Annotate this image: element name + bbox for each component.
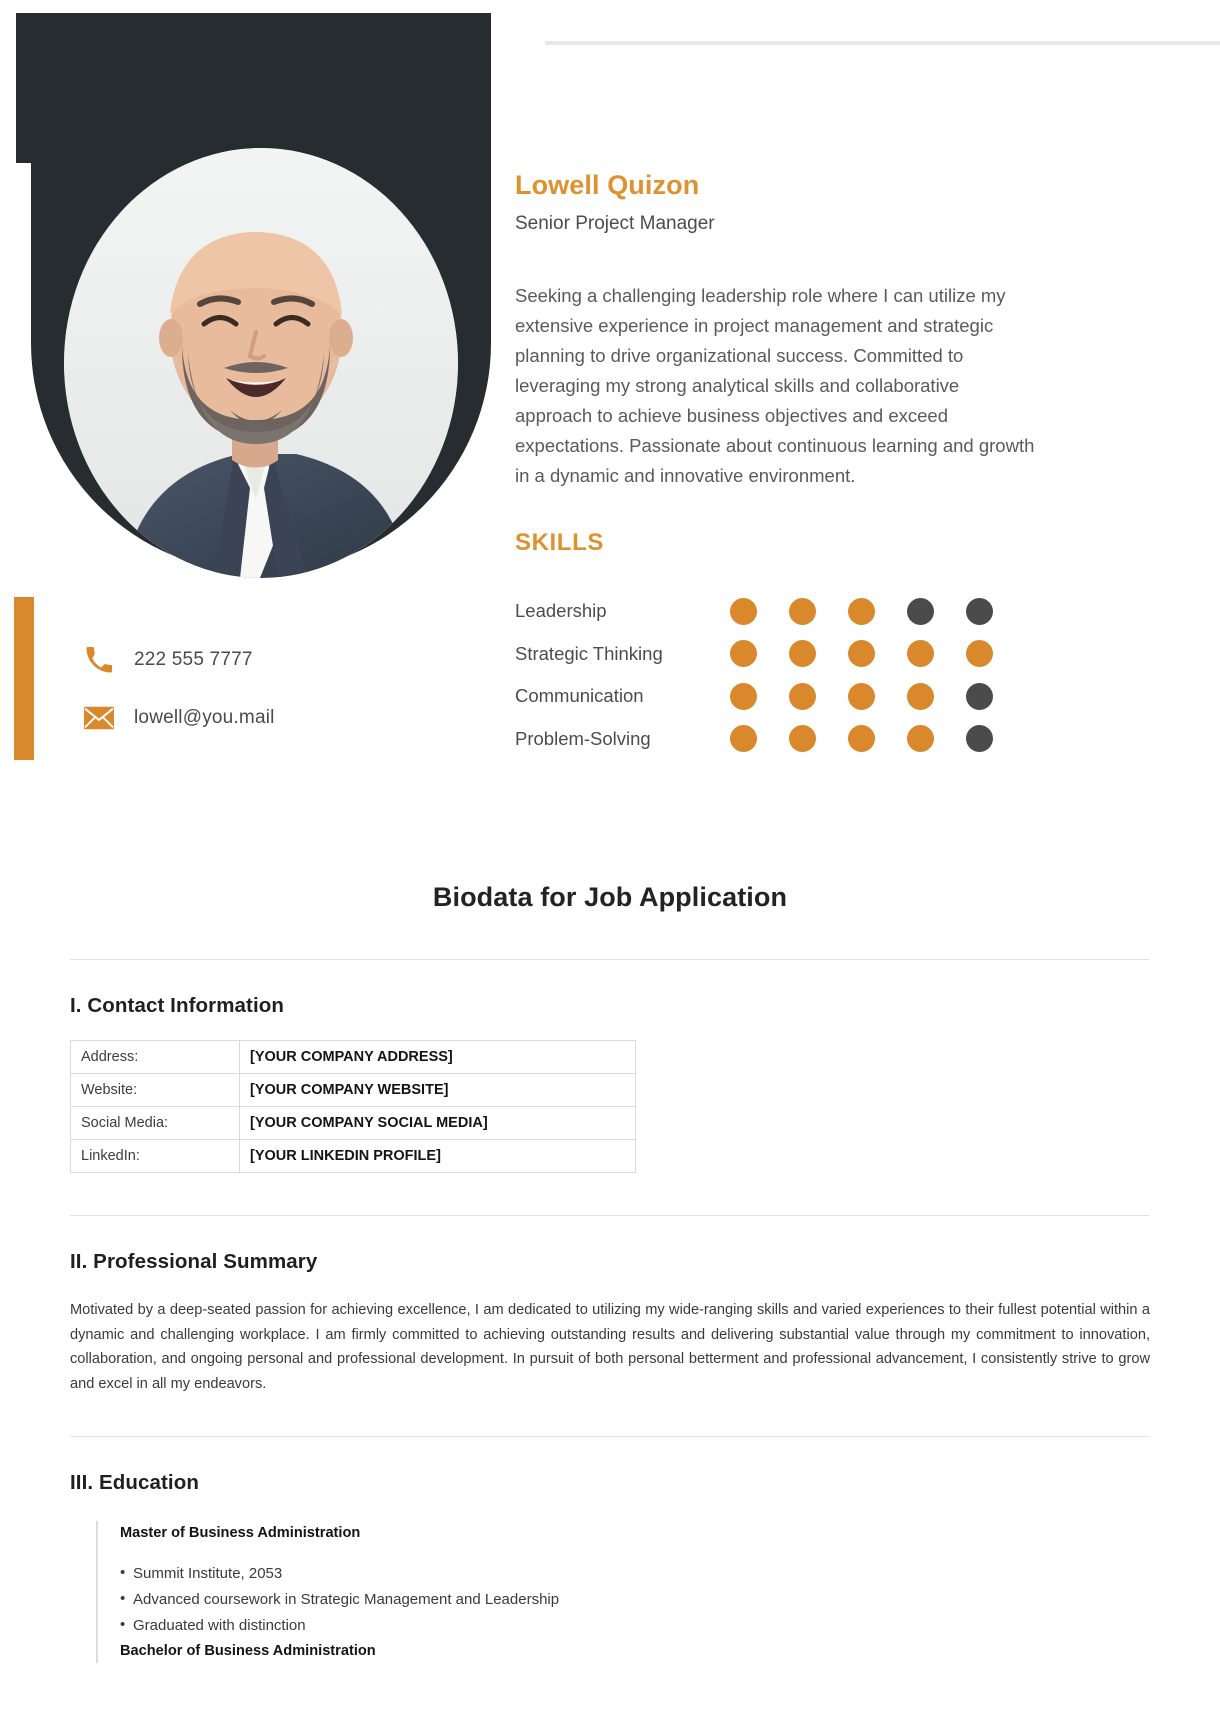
contact-information-table <box>70 1040 636 1173</box>
candidate-name: Lowell Quizon <box>515 170 700 200</box>
rating-dot-filled <box>789 598 816 625</box>
section-heading-education: III. Education <box>70 1471 199 1494</box>
rating-dot-filled <box>848 725 875 752</box>
rating-dot-filled <box>730 725 757 752</box>
contact-row-email <box>82 694 462 742</box>
rating-dot-empty <box>966 598 993 625</box>
rating-dot-filled <box>966 640 993 667</box>
professional-summary-text: Motivated by a deep-seated passion for achieving excellence, I am dedicated to utilizing my wide-ranging skills and varied experiences to their fullest potential within a dynamic and challenging workplace. I am firmly committed to achieving outstanding results and delivering substantial value through my commitment to innovation, collaboration, and ongoing personal and professional development. In pursuit of both personal betterment and professional advancement, I consistently strive to grow and excel in all my endeavors. <box>70 1302 1150 1392</box>
skills-rating-grid <box>515 590 1015 760</box>
skill-label: Problem-Solving <box>515 727 651 749</box>
skill-label: Strategic Thinking <box>515 642 663 664</box>
rating-dot-filled <box>848 683 875 710</box>
table-cell-value: [YOUR COMPANY WEBSITE] <box>240 1074 636 1107</box>
skill-label: Communication <box>515 685 644 707</box>
table-cell-value: [YOUR LINKEDIN PROFILE] <box>240 1140 636 1173</box>
rating-dot-filled <box>848 640 875 667</box>
career-objective-text: Seeking a challenging leadership role where I can utilize my extensive experience in project management and strategic planning to drive organizational success. Committed to leveraging my strong analytical skills and collaborative approach to achieve business objectives and exceed expectations. Passionate about continuous learning and growth in a dynamic and innovative environment. <box>515 285 1035 486</box>
skill-row <box>515 675 1015 718</box>
list-item: • Graduated with distinction <box>120 1617 1220 1634</box>
rating-dot-empty <box>907 598 934 625</box>
skill-rating-dots <box>730 683 1025 710</box>
skill-row <box>515 590 1015 633</box>
rating-dot-filled <box>789 683 816 710</box>
section-divider <box>70 959 1150 960</box>
skill-row <box>515 718 1015 761</box>
rating-dot-filled <box>848 598 875 625</box>
skill-rating-dots <box>730 725 1025 752</box>
header-divider-rule <box>545 41 1220 45</box>
email-address: lowell@you.mail <box>134 707 275 728</box>
contact-list <box>82 636 462 752</box>
table-row <box>71 1041 636 1074</box>
skill-rating-dots <box>730 640 1025 667</box>
rating-dot-filled <box>789 725 816 752</box>
skill-row <box>515 633 1015 676</box>
rating-dot-filled <box>789 640 816 667</box>
skills-heading: SKILLS <box>515 529 604 556</box>
biodata-document-body <box>0 860 1220 1663</box>
table-cell-key: Website: <box>71 1074 240 1107</box>
table-cell-key: Address: <box>71 1041 240 1074</box>
table-row <box>71 1140 636 1173</box>
section-heading-summary: II. Professional Summary <box>70 1250 318 1273</box>
skill-rating-dots <box>730 598 1025 625</box>
rating-dot-filled <box>730 598 757 625</box>
rating-dot-empty <box>966 725 993 752</box>
orange-accent-bar <box>14 597 34 760</box>
rating-dot-filled <box>730 683 757 710</box>
list-item: • Summit Institute, 2053 <box>120 1565 1220 1582</box>
rating-dot-empty <box>966 683 993 710</box>
education-degree: Master of Business Administration <box>120 1525 361 1541</box>
table-cell-value: [YOUR COMPANY ADDRESS] <box>240 1041 636 1074</box>
skill-label: Leadership <box>515 600 607 622</box>
contact-row-phone <box>82 636 462 684</box>
rating-dot-filled <box>730 640 757 667</box>
phone-number: 222 555 7777 <box>134 649 253 670</box>
section-heading-contact: I. Contact Information <box>70 994 285 1017</box>
education-detail-list <box>120 1565 1220 1634</box>
table-cell-value: [YOUR COMPANY SOCIAL MEDIA] <box>240 1107 636 1140</box>
section-divider <box>70 1215 1150 1216</box>
profile-photo <box>64 148 458 578</box>
table-row <box>71 1074 636 1107</box>
list-item: • Advanced coursework in Strategic Management and Leadership <box>120 1591 1220 1608</box>
education-entries <box>96 1521 1220 1663</box>
section-divider <box>70 1436 1150 1437</box>
phone-icon <box>82 643 116 677</box>
envelope-icon <box>82 701 116 735</box>
hero-text-column <box>515 170 1045 557</box>
table-cell-key: LinkedIn: <box>71 1140 240 1173</box>
table-row <box>71 1107 636 1140</box>
candidate-role: Senior Project Manager <box>515 213 715 234</box>
rating-dot-filled <box>907 683 934 710</box>
table-cell-key: Social Media: <box>71 1107 240 1140</box>
rating-dot-filled <box>907 640 934 667</box>
education-degree: Bachelor of Business Administration <box>120 1643 376 1659</box>
document-title: Biodata for Job Application <box>432 882 788 912</box>
rating-dot-filled <box>907 725 934 752</box>
